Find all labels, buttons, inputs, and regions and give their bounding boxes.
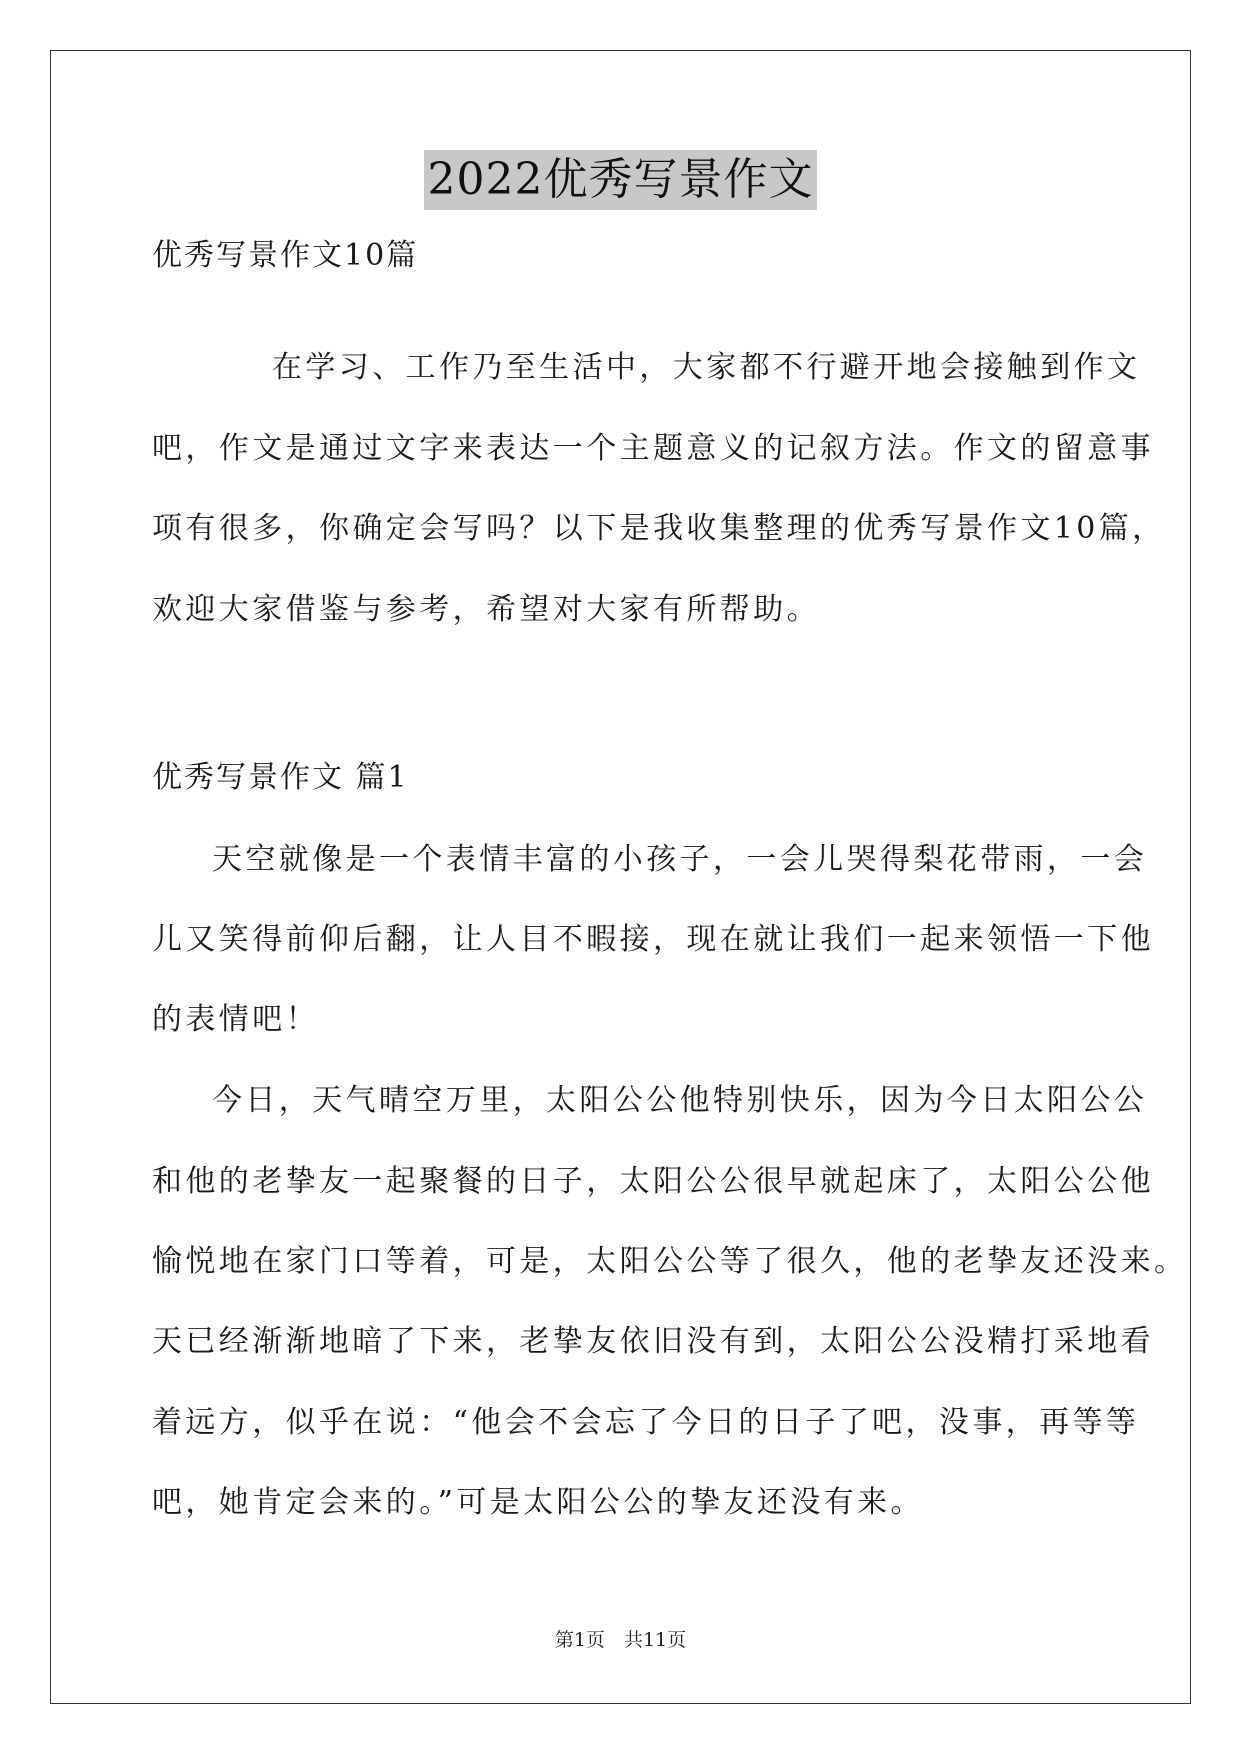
intro-line: 项有很多，你确定会写吗？以下是我收集整理的优秀写景作文10篇， (152, 511, 1166, 546)
paragraph-line: 和他的老挚友一起聚餐的日子，太阳公公很早就起床了，太阳公公他 (152, 1164, 1154, 1199)
intro-line: 吧，作文是通过文字来表达一个主题意义的记叙方法。作文的留意事 (152, 431, 1154, 466)
page-number-footer: 第1页 共11页 (554, 1629, 687, 1651)
paragraph-line: 天空就像是一个表情丰富的小孩子，一会儿哭得梨花带雨，一会 (212, 842, 1148, 877)
section-heading: 优秀写景作文 篇1 (152, 760, 409, 795)
paragraph-line: 天已经渐渐地暗了下来，老挚友依旧没有到，太阳公公没精打采地看 (152, 1324, 1154, 1359)
intro-line: 欢迎大家借鉴与参考，希望对大家有所帮助。 (152, 592, 820, 627)
title-container (0, 150, 1241, 210)
paragraph-line: 今日，天气晴空万里，太阳公公他特别快乐，因为今日太阳公公 (212, 1083, 1148, 1118)
paragraph-line: 愉悦地在家门口等着，可是，太阳公公等了很久，他的老挚友还没来。 (152, 1244, 1188, 1279)
paragraph-line: 的表情吧！ (152, 1002, 319, 1037)
document-title: 2022优秀写景作文 (424, 150, 818, 210)
intro-line: 在学习、工作乃至生活中，大家都不行避开地会接触到作文 (272, 350, 1141, 385)
paragraph-line: 吧，她肯定会来的。”可是太阳公公的挚友还没有来。 (152, 1485, 924, 1520)
paragraph-line: 儿又笑得前仰后翻，让人目不暇接，现在就让我们一起来领悟一下他 (152, 922, 1154, 957)
document-subtitle: 优秀写景作文10篇 (152, 238, 419, 273)
paragraph-line: 着远方，似乎在说：“他会不会忘了今日的日子了吧，没事，再等等 (152, 1405, 1140, 1440)
